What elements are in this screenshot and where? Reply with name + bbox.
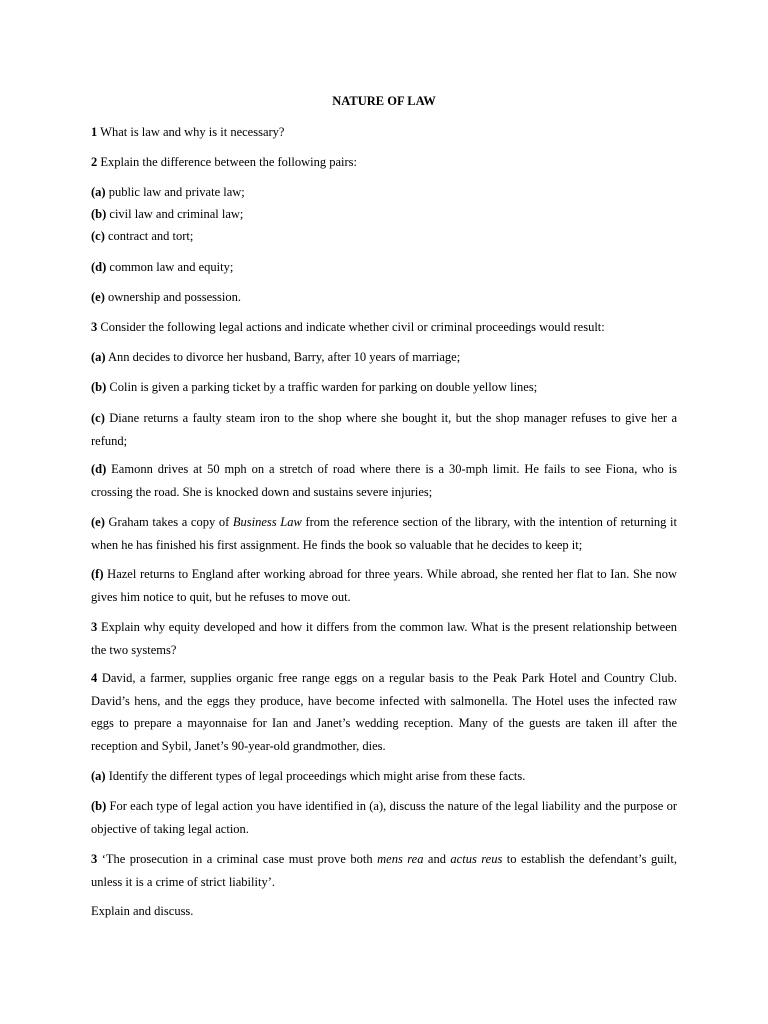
question-text: Consider the following legal actions and indicate whether civil or criminal proceedings would result: [97, 320, 605, 334]
question-number: 1 [91, 125, 98, 139]
item-text: ownership and possession. [104, 290, 241, 304]
item-label: (b) [91, 799, 107, 813]
item-label: (c) [91, 229, 105, 243]
question-text: David, a farmer, supplies organic free range eggs on a regular basis to the Peak Park Hotel and Country Club. David’s hens, and the eggs they produce, have become infected with salmonella. The Hotel uses the infected raw eggs to prepare a mayonnaise for Ian and Janet’s wedding reception. Many of the guests are taken ill after the reception and Sybil, Janet’s 90-year-old grandmother, dies. [91, 671, 677, 753]
item-text-before: Graham takes a copy of [104, 515, 233, 529]
quote-part-3: to establish the defendant’s guilt, unless it is a crime of strict liability’. [91, 852, 677, 889]
question-4 [91, 667, 677, 757]
question-2-item-c [91, 227, 677, 245]
item-label: (a) [91, 185, 106, 199]
item-text-after: from the reference section of the library, with the intention of returning it when he has finished his first assignment. He finds the book so valuable that he decides to keep it; [91, 515, 678, 552]
question-3-followup: Explain and discuss. [91, 904, 194, 918]
question-number: 3 [91, 620, 98, 634]
book-title: Business Law [232, 515, 302, 529]
document-title: NATURE OF LAW [332, 94, 436, 108]
item-text: civil law and criminal law; [106, 207, 244, 221]
question-2-item-d [91, 256, 677, 279]
item-label: (e) [91, 515, 105, 529]
question-3-item-e [91, 511, 677, 556]
question-2 [91, 151, 677, 174]
question-number: 3 [91, 320, 98, 334]
latin-term-mens-rea: mens rea [377, 852, 424, 866]
item-text: Colin is given a parking ticket by a traffic warden for parking on double yellow lines; [106, 380, 538, 394]
item-label: (e) [91, 290, 105, 304]
quote-part-2: and [423, 852, 451, 866]
question-number: 3 [91, 852, 98, 866]
question-3 [91, 316, 677, 339]
question-2-item-a [91, 183, 677, 201]
question-3-equity [91, 616, 677, 661]
question-number: 2 [91, 155, 98, 169]
item-label: (a) [91, 350, 106, 364]
question-1 [91, 121, 677, 144]
item-label: (c) [91, 411, 105, 425]
question-3-item-b [91, 376, 677, 399]
question-text: What is law and why is it necessary? [97, 125, 285, 139]
question-number: 4 [91, 671, 98, 685]
question-2-item-e [91, 286, 677, 309]
item-text: common law and equity; [106, 260, 234, 274]
question-4-item-a [91, 765, 677, 788]
question-3-item-c [91, 407, 677, 452]
question-3-item-f [91, 563, 677, 608]
item-label: (d) [91, 260, 107, 274]
question-4-item-b [91, 795, 677, 840]
item-label: (a) [91, 769, 106, 783]
latin-term-actus-reus: actus reus [450, 852, 503, 866]
quote-part-1: ‘The prosecution in a criminal case must prove both [97, 852, 378, 866]
question-text: Explain the difference between the following pairs: [97, 155, 357, 169]
question-text: Explain why equity developed and how it differs from the common law. What is the present relationship between the two systems? [91, 620, 677, 657]
item-text: For each type of legal action you have identified in (a), discuss the nature of the legal liability and the purpose or objective of taking legal action. [91, 799, 677, 836]
item-text: Eamonn drives at 50 mph on a stretch of road where there is a 30-mph limit. He fails to see Fiona, who is crossing the road. She is knocked down and sustains severe injuries; [91, 462, 677, 499]
item-label: (b) [91, 207, 107, 221]
item-text: public law and private law; [105, 185, 245, 199]
item-label: (b) [91, 380, 107, 394]
item-text: contract and tort; [104, 229, 194, 243]
item-text: Hazel returns to England after working abroad for three years. While abroad, she rented her flat to Ian. She now gives him notice to quit, but he refuses to move out. [91, 567, 677, 604]
question-3-item-a [91, 346, 677, 369]
item-text: Ann decides to divorce her husband, Barry, after 10 years of marriage; [105, 350, 461, 364]
item-text: Diane returns a faulty steam iron to the shop where she bought it, but the shop manager refuses to give her a refund; [91, 411, 677, 448]
item-label: (d) [91, 462, 107, 476]
item-label: (f) [91, 567, 104, 581]
question-3-mens-rea [91, 848, 677, 893]
question-2-item-b [91, 205, 677, 223]
question-3-item-d [91, 458, 677, 503]
item-text: Identify the different types of legal proceedings which might arise from these facts. [105, 769, 526, 783]
